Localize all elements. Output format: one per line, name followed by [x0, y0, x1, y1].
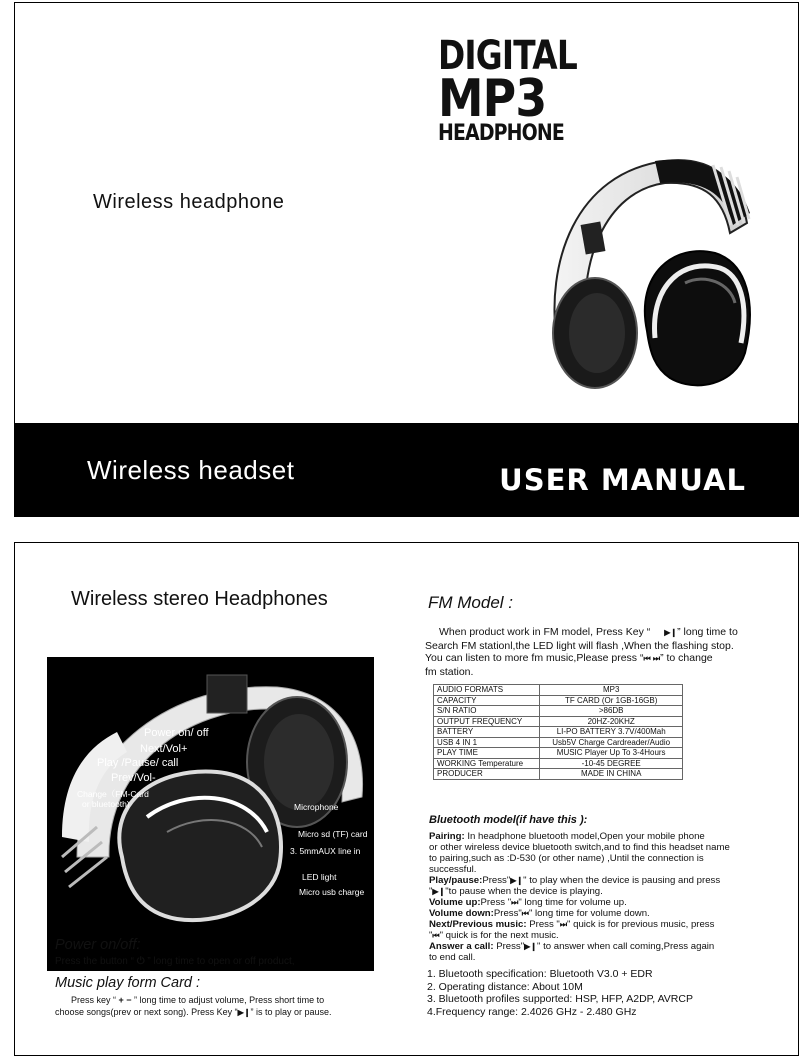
label-prev: Prev/Vol-	[111, 772, 156, 784]
spec-value: LI-PO BATTERY 3.7V/400Mah	[540, 727, 683, 738]
list-item: 1. Bluetooth specification: Bluetooth V3.0 + EDR	[427, 968, 653, 980]
spec-value: 20HZ-20KHZ	[540, 716, 683, 727]
power-heading: Power on/off:	[55, 937, 141, 953]
spec-key: CAPACITY	[434, 695, 540, 706]
spec-key: PRODUCER	[434, 769, 540, 780]
brand-mp3: MP3	[438, 69, 547, 129]
spec-value: MP3	[540, 685, 683, 696]
prev-icon: ⏮	[521, 909, 529, 918]
user-manual-title: USER MANUAL	[499, 463, 746, 497]
fm-text: When product work in FM model, Press Key “ ▶❙” long time to Search FM stationl,the LED light will flash ,When the flashing stop. You can listen to more fm music,Please press “⏮ ⏭” to change fm station.	[425, 626, 738, 678]
spec-value: Usb5V Charge Cardreader/Audio	[540, 737, 683, 748]
spec-value: MADE IN CHINA	[540, 769, 683, 780]
bluetooth-text: Pairing: In headphone bluetooth model,Open your mobile phone or other wireless device bluetooth switch,and to find this headset name to pairing,such as :D-530 (or other name) ,Until the connection is successful. Play/pause:Press"▶❙" to play when the device is pausing and press "▶❙"to pause when the device is playing. Volume up:Press "⏭" long time for volume up. Volume down:Press"⏮" long time for volume down. Next/Previous music: Press "⏭" quick is for previous music, press "⏮" quick is for the next music. Answer a call: Press"▶❙" to answer when call coming,Press again to end call.	[429, 831, 730, 963]
play-pause-icon: ▶❙	[510, 876, 524, 885]
next-icon: ⏭	[511, 898, 519, 907]
list-item: 4.Frequency range: 2.4026 GHz - 2.480 GHz	[427, 1005, 637, 1018]
brand-headphone: HEADPHONE	[438, 121, 564, 146]
table-row	[434, 706, 683, 717]
play-pause-icon: ▶❙	[237, 1008, 251, 1017]
label-next: Next/Vol+	[140, 743, 188, 755]
cover-subtitle: Wireless headphone	[93, 191, 285, 213]
music-heading: Music play form Card :	[55, 975, 201, 991]
spec-key: USB 4 IN 1	[434, 737, 540, 748]
label-change-2: or bluetooth)	[82, 799, 130, 809]
table-row	[434, 769, 683, 780]
spec-value: TF CARD (Or 1GB-16GB)	[540, 695, 683, 706]
table-row	[434, 685, 683, 696]
label-sd-card: Micro sd (TF) card	[298, 829, 368, 839]
label-change-1: Change（FM-Card	[77, 789, 149, 799]
prev-next-icon: ⏮ ⏭	[643, 654, 661, 663]
label-aux: 3. 5mmAUX line in	[290, 846, 361, 856]
table-row	[434, 695, 683, 706]
next-icon: ⏭	[559, 920, 568, 929]
spec-key: PLAY TIME	[434, 748, 540, 759]
spec-key: AUDIO FORMATS	[434, 685, 540, 696]
play-pause-icon: ▶❙	[664, 628, 678, 637]
headphone-diagram-image	[47, 657, 374, 971]
label-power: Power on/ off	[144, 727, 209, 739]
cover-band	[15, 423, 798, 516]
brand-digital: DIGITAL	[438, 33, 577, 79]
cover-page	[14, 2, 799, 517]
spec-table	[433, 684, 683, 780]
power-icon: ⏻	[133, 956, 148, 967]
label-microphone: Microphone	[294, 802, 339, 812]
table-row	[434, 737, 683, 748]
fm-heading: FM Model :	[428, 593, 514, 612]
play-pause-icon: ▶❙	[524, 942, 537, 951]
table-row	[434, 748, 683, 759]
table-row	[434, 727, 683, 738]
list-item: 2. Operating distance: About 10M	[427, 980, 583, 993]
bluetooth-heading: Bluetooth model(if have this ):	[429, 814, 588, 826]
spec-key: BATTERY	[434, 727, 540, 738]
headphone-product-image	[535, 153, 765, 403]
spec-value: -10-45 DEGREE	[540, 758, 683, 769]
headphone-diagram-photo	[47, 657, 374, 971]
plus-minus-icon: + −	[116, 995, 135, 1005]
band-left-title: Wireless headset	[87, 455, 295, 485]
music-text: Press key “ + − ” long time to adjust volume, Press short time to choose songs(prev or next song). Press Key “▶❙” is to play or pause.	[55, 995, 332, 1017]
spec-value: MUSIC Player Up To 3-4Hours	[540, 748, 683, 759]
spec-key: OUTPUT FREQUENCY	[434, 716, 540, 727]
prev-icon: ⏮	[432, 931, 440, 940]
instructions-page	[14, 542, 799, 1056]
spec-key: S/N RATIO	[434, 706, 540, 717]
spec-key: WORKING Temperature	[434, 758, 540, 769]
label-play: Play /Pause/ call	[97, 757, 179, 769]
spec-value: >86DB	[540, 706, 683, 717]
power-text: Press the button “ ⏻ ” long time to open or off product,	[55, 956, 295, 967]
table-row	[434, 758, 683, 769]
play-pause-icon: ▶❙	[432, 887, 446, 896]
table-row	[434, 716, 683, 727]
label-usb: Micro usb charge	[299, 887, 365, 897]
label-led: LED light	[302, 872, 337, 882]
inner-title: Wireless stereo Headphones	[71, 588, 328, 610]
bluetooth-spec-list	[427, 968, 693, 1018]
list-item: 3. Bluetooth profiles supported: HSP, HFP, A2DP, AVRCP	[427, 993, 693, 1005]
